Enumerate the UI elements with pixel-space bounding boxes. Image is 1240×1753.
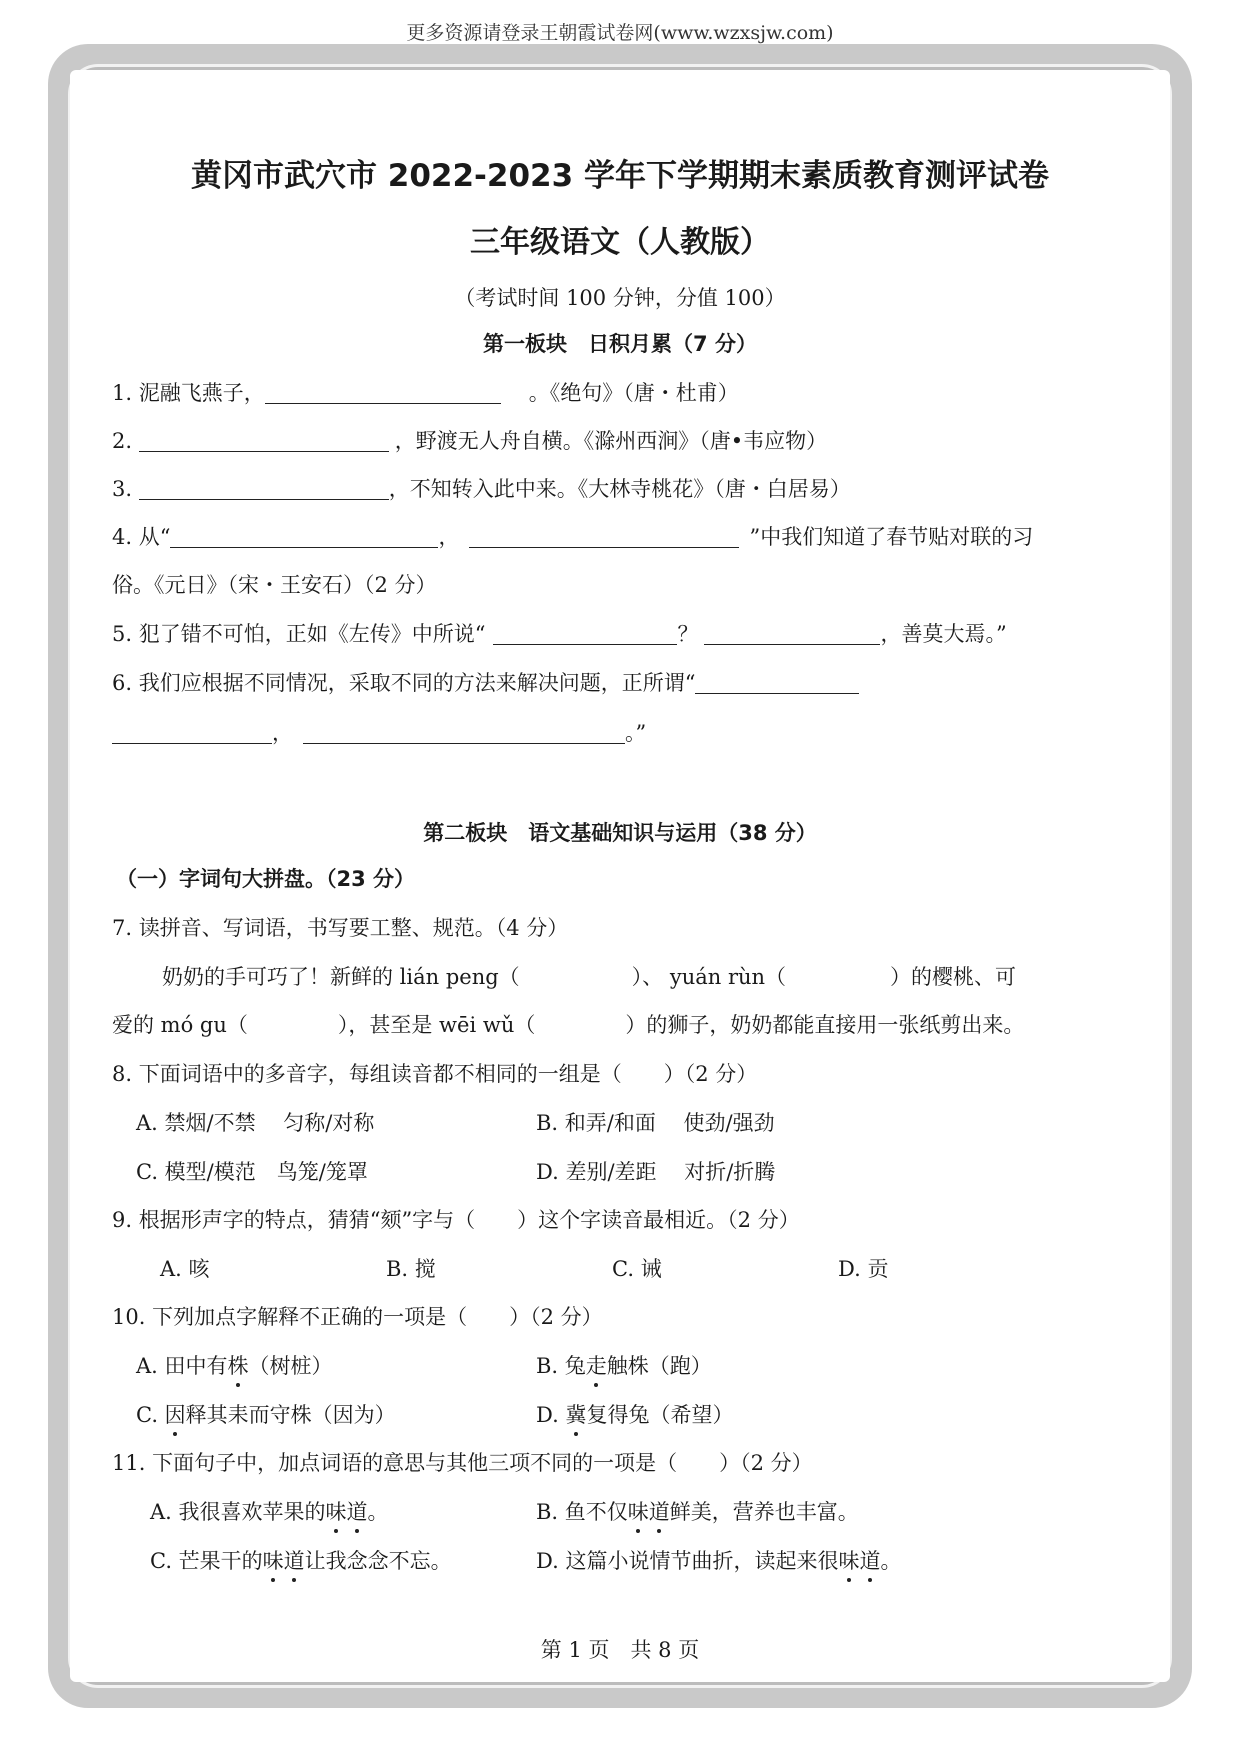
q11-c-tail: 让我念念不忘。 [304, 1549, 452, 1573]
question-4-cont: 俗。《元日》（宋・王安石）（2 分） [112, 573, 437, 597]
question-7-line1 [162, 962, 1016, 992]
q11-a-text: A. 我很喜欢苹果的 [150, 1500, 326, 1524]
q7-pinyin-2: ）、 yuán rùn（ [631, 965, 787, 989]
question-7: 7. 读拼音、写词语，书写要工整、规范。（4 分） [112, 916, 569, 940]
q5-sep: ？ [677, 622, 699, 646]
exam-note: （考试时间 100 分钟，分值 100） [454, 286, 786, 310]
q10-d-meaning: 复得兔（希望） [586, 1403, 734, 1427]
exam-title: 黄冈市武穴市 2022-2023 学年下学期期末素质教育测评试卷 [190, 158, 1049, 194]
question-7-line2 [112, 1010, 1024, 1040]
q7-line1-tail: ）的樱桃、可 [890, 965, 1017, 989]
q7-line2-tail: ）的狮子，奶奶都能直接用一张纸剪出来。 [625, 1013, 1025, 1037]
q7-pinyin-1: 奶奶的手可巧了！新鲜的 lián peng（ [162, 965, 520, 989]
question-6 [112, 668, 859, 698]
q1-blank[interactable] [265, 381, 501, 404]
q2-text: 2. [112, 429, 139, 453]
q10-c-text: C. [136, 1403, 165, 1427]
question-10: 10. 下列加点字解释不正确的一项是（ ）（2 分） [112, 1305, 603, 1329]
question-6-cont [112, 718, 646, 748]
q11-option-a[interactable] [150, 1497, 389, 1527]
q11-a-dot1: 味 [326, 1497, 347, 1527]
q9-option-a[interactable]: A. 咳 [160, 1257, 210, 1281]
q7-pinyin-3: 爱的 mó gu（ [112, 1013, 248, 1037]
q5-blank-2[interactable] [704, 622, 880, 645]
q4-blank-2[interactable] [469, 525, 739, 548]
q6-sep: ， [272, 721, 293, 745]
q3-blank[interactable] [139, 477, 389, 500]
q10-option-a[interactable] [136, 1351, 333, 1381]
q11-c-dot2: 道 [284, 1546, 305, 1576]
watermark-text: 更多资源请登录王朝霞试卷网(www.wzxsjw.com) [406, 22, 834, 44]
q11-b-dot2: 道 [649, 1497, 670, 1527]
q10-a-text: A. 田中有 [136, 1354, 228, 1378]
q4-sep: ， [438, 525, 460, 549]
q11-b-tail: 鲜美，营养也丰富。 [669, 1500, 859, 1524]
q4-tail: ”中我们知道了春节贴对联的习 [749, 525, 1034, 549]
q11-a-dot2: 道 [347, 1497, 368, 1527]
question-2 [112, 426, 827, 456]
q5-blank-1[interactable] [493, 622, 677, 645]
question-4 [112, 522, 1033, 552]
q8-option-c[interactable]: C. 模型/模范 鸟笼/笼罩 [136, 1160, 368, 1184]
q11-b-text: B. 鱼不仅 [536, 1500, 628, 1524]
q6-text: 6. 我们应根据不同情况，采取不同的方法来解决问题，正所谓“ [112, 671, 696, 695]
q11-d-tail: 。 [880, 1549, 902, 1573]
q4-text: 4. 从“ [112, 525, 171, 549]
q1-source: 。《绝句》（唐・杜甫） [528, 381, 739, 405]
q9-option-d[interactable]: D. 贡 [838, 1257, 889, 1281]
q11-option-c[interactable] [150, 1546, 452, 1576]
question-3 [112, 474, 851, 504]
q8-option-a[interactable]: A. 禁烟/不禁 匀称/对称 [136, 1111, 375, 1135]
q10-b-text: B. 兔 [536, 1354, 586, 1378]
page-footer: 第 1 页 共 8 页 [540, 1638, 700, 1662]
question-8: 8. 下面词语中的多音字，每组读音都不相同的一组是（ ）（2 分） [112, 1062, 758, 1086]
q10-b-dotted: 走 [586, 1351, 607, 1381]
q1-text: 1. 泥融飞燕子， [112, 381, 265, 405]
q7-pinyin-4: ），甚至是 wēi wǔ（ [337, 1013, 536, 1037]
q9-option-c[interactable]: C. 诫 [612, 1257, 662, 1281]
q10-c-meaning: 释其耒而守株（因为） [185, 1403, 396, 1427]
q11-d-dot2: 道 [859, 1546, 880, 1576]
q6-blank-1[interactable] [695, 671, 859, 694]
q11-d-dot1: 味 [838, 1546, 859, 1576]
section2-heading: 第二板块 语文基础知识与运用（38 分） [423, 821, 817, 845]
q10-option-d[interactable] [536, 1400, 733, 1430]
question-5 [112, 619, 1007, 649]
q5-tail: ，善莫大焉。” [880, 622, 1007, 646]
q2-blank[interactable] [139, 429, 389, 452]
q10-d-dotted: 冀 [565, 1400, 586, 1430]
q10-option-b[interactable] [536, 1351, 712, 1381]
question-1 [112, 378, 739, 408]
q10-b-meaning: 触株（跑） [606, 1354, 712, 1378]
exam-subtitle: 三年级语文（人教版） [470, 225, 770, 260]
q10-option-c[interactable] [136, 1400, 396, 1430]
q11-option-d[interactable] [536, 1546, 901, 1576]
q6-blank-3[interactable] [303, 721, 625, 744]
q6-tail: 。” [625, 721, 647, 745]
q10-c-dotted: 因 [165, 1400, 186, 1430]
q11-b-dot1: 味 [628, 1497, 649, 1527]
question-9: 9. 根据形声字的特点，猜猜“颏”字与（ ）这个字读音最相近。（2 分） [112, 1208, 800, 1232]
q10-a-dotted: 株 [228, 1351, 249, 1381]
q6-blank-2[interactable] [112, 721, 272, 744]
q11-c-text: C. 芒果干的 [150, 1549, 263, 1573]
q4-blank-1[interactable] [170, 525, 438, 548]
q11-d-text: D. 这篇小说情节曲折，读起来很 [536, 1549, 839, 1573]
question-11: 11. 下面句子中，加点词语的意思与其他三项不同的一项是（ ）（2 分） [112, 1451, 813, 1475]
q11-a-tail: 。 [367, 1500, 389, 1524]
q3-text: 3. [112, 477, 139, 501]
q5-text: 5. 犯了错不可怕，正如《左传》中所说“ [112, 622, 486, 646]
q3-source: ，不知转入此中来。《大林寺桃花》（唐・白居易） [388, 477, 851, 501]
q2-source: ，野渡无人舟自横。《滁州西涧》（唐•韦应物） [394, 429, 828, 453]
q11-option-b[interactable] [536, 1497, 859, 1527]
q10-d-text: D. [536, 1403, 566, 1427]
subsection-1-heading: （一）字词句大拼盘。（23 分） [116, 867, 416, 891]
q8-option-d[interactable]: D. 差别/差距 对折/折腾 [536, 1160, 776, 1184]
q8-option-b[interactable]: B. 和弄/和面 使劲/强劲 [536, 1111, 775, 1135]
q11-c-dot1: 味 [263, 1546, 284, 1576]
section1-heading: 第一板块 日积月累（7 分） [483, 332, 757, 356]
q10-a-meaning: （树桩） [248, 1354, 333, 1378]
q9-option-b[interactable]: B. 搅 [386, 1257, 436, 1281]
